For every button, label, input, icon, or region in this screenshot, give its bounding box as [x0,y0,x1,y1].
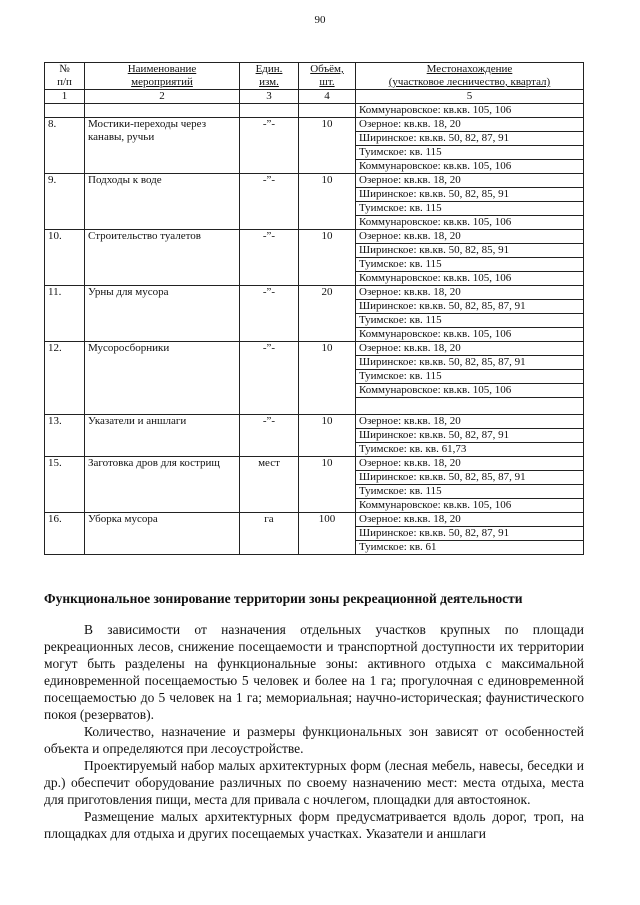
location-cell: Озерное: кв.кв. 18, 20 [356,513,584,527]
table-row [45,513,584,527]
row-number: 16. [45,513,85,555]
row-number: 10. [45,230,85,286]
table-row [45,118,584,132]
location-cell: Коммунаровское: кв.кв. 105, 106 [356,272,584,286]
volume-cell: 10 [299,342,356,415]
location-cell [356,398,584,415]
header-unit: Един. изм. [240,63,299,90]
location-cell: Туимское: кв. 115 [356,370,584,384]
unit-cell: -”- [240,230,299,286]
measure-name: Мостики-переходы через канавы, ручьи [85,118,240,174]
header-name: Наименование мероприятий [85,63,240,90]
row-number: 13. [45,415,85,457]
measure-name: Мусоросборники [85,342,240,415]
paragraph: Проектируемый набор малых архитектурных форм (лесная мебель, навесы, беседки и др.) обеспечит оборудование различных по своему назначению мест: места отдыха, места для приготовления пищи, места для привала с ночлегом, площадки для автостоянок. [44,758,584,807]
location-cell: Ширинское: кв.кв. 50, 82, 87, 91 [356,429,584,443]
header-location: Местонахождение (участковое лесничество, квартал) [356,63,584,90]
row-number: 15. [45,457,85,513]
location-cell: Туимское: кв. 115 [356,314,584,328]
carryover-row [45,104,584,118]
unit-cell: -”- [240,415,299,457]
volume-cell: 10 [299,174,356,230]
volume-cell: 20 [299,286,356,342]
unit-cell: -”- [240,118,299,174]
location-cell: Ширинское: кв.кв. 50, 82, 87, 91 [356,527,584,541]
unit-cell: -”- [240,342,299,415]
location-cell: Ширинское: кв.кв. 50, 82, 85, 91 [356,188,584,202]
location-cell: Озерное: кв.кв. 18, 20 [356,415,584,429]
table-row [45,174,584,188]
row-number: 11. [45,286,85,342]
volume-cell: 10 [299,230,356,286]
paragraph: Размещение малых архитектурных форм предусматривается вдоль дорог, троп, на площадках для отдыха и других посещаемых участках. Указатели и аншлаги [44,809,584,841]
volume-cell: 10 [299,457,356,513]
column-index-row [45,90,584,104]
measure-name: Строительство туалетов [85,230,240,286]
location-cell: Озерное: кв.кв. 18, 20 [356,286,584,300]
volume-cell: 100 [299,513,356,555]
location-cell: Озерное: кв.кв. 18, 20 [356,457,584,471]
table-body [45,104,584,555]
row-number: 12. [45,342,85,415]
location-cell: Ширинское: кв.кв. 50, 82, 85, 87, 91 [356,471,584,485]
location-cell: Туимское: кв. 115 [356,485,584,499]
table-row [45,415,584,429]
section-heading: Функциональное зонирование территории зоны рекреационной деятельности [44,591,523,606]
index-cell: 2 [85,90,240,104]
measure-name: Подходы к воде [85,174,240,230]
location-cell: Коммунаровское: кв.кв. 105, 106 [356,384,584,398]
page-number: 90 [314,14,326,26]
location-cell: Озерное: кв.кв. 18, 20 [356,174,584,188]
table-row [45,286,584,300]
location-cell: Ширинское: кв.кв. 50, 82, 85, 87, 91 [356,300,584,314]
paragraph: Количество, назначение и размеры функциональных зон зависят от особенностей объекта и определяются при лесоустройстве. [44,724,584,756]
measure-name: Указатели и аншлаги [85,415,240,457]
measure-name: Уборка мусора [85,513,240,555]
measure-name: Урны для мусора [85,286,240,342]
index-cell: 4 [299,90,356,104]
location-cell: Коммунаровское: кв.кв. 105, 106 [356,216,584,230]
unit-cell: -”- [240,286,299,342]
table-row [45,457,584,471]
location-cell: Туимское: кв. кв. 61,73 [356,443,584,457]
unit-cell: га [240,513,299,555]
index-cell: 3 [240,90,299,104]
row-number: 9. [45,174,85,230]
location-cell: Туимское: кв. 115 [356,258,584,272]
location-cell: Озерное: кв.кв. 18, 20 [356,118,584,132]
location-cell: Туимское: кв. 61 [356,541,584,555]
table-row [45,230,584,244]
row-number: 8. [45,118,85,174]
location-cell: Коммунаровское: кв.кв. 105, 106 [356,104,584,118]
table-row [45,342,584,356]
volume-cell: 10 [299,118,356,174]
location-cell: Коммунаровское: кв.кв. 105, 106 [356,160,584,174]
location-cell: Ширинское: кв.кв. 50, 82, 85, 87, 91 [356,356,584,370]
index-cell: 1 [45,90,85,104]
table-header-row [45,63,584,90]
header-volume: Объём, шт. [299,63,356,90]
location-cell: Озерное: кв.кв. 18, 20 [356,230,584,244]
unit-cell: -”- [240,174,299,230]
index-cell: 5 [356,90,584,104]
location-cell: Коммунаровское: кв.кв. 105, 106 [356,499,584,513]
location-cell: Озерное: кв.кв. 18, 20 [356,342,584,356]
header-no: № п/п [45,63,85,90]
unit-cell: мест [240,457,299,513]
volume-cell: 10 [299,415,356,457]
location-cell: Туимское: кв. 115 [356,146,584,160]
paragraph: В зависимости от назначения отдельных участков крупных по площади рекреационных лесов, снижение посещаемости и транспортной доступности их территории могут быть разделены на функциональные зоны: активного отдыха с максимальной единовременной посещаемостью 5 человек и более на 1 га; прогулочная с единовременной посещаемостью до 5 человек на 1 га; мемориальная; научно-историческая; фаунистического покоя (резерватов). [44,622,584,722]
location-cell: Ширинское: кв.кв. 50, 82, 85, 91 [356,244,584,258]
measures-table [44,62,584,555]
location-cell: Ширинское: кв.кв. 50, 82, 87, 91 [356,132,584,146]
location-cell: Туимское: кв. 115 [356,202,584,216]
text-block [44,590,584,842]
location-cell: Коммунаровское: кв.кв. 105, 106 [356,328,584,342]
measure-name: Заготовка дров для кострищ [85,457,240,513]
